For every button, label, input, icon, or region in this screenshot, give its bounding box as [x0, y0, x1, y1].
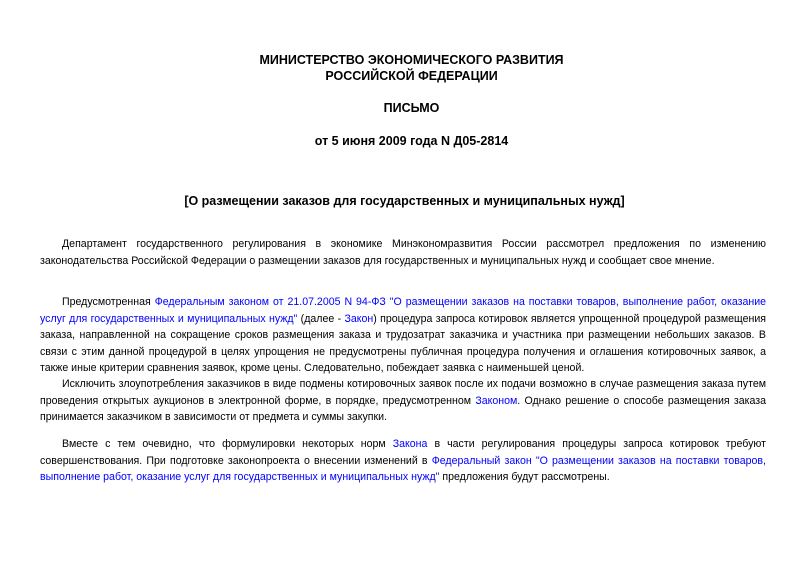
federal-law-94fz-link[interactable]: Федеральным законом от 21.07.2005 N 94-ФЗ "О размещении заказов на поставки товаров, выполнение работ, оказание услуг для государственных и муниципальных нужд"	[40, 296, 766, 325]
paragraph-1-text: Департамент государственного регулирования в экономике Минэкономразвития России рассмотрел предложения по изменению законодательства Российской Федерации о размещении заказов для государственных и муниципальных нужд и сообщает свое мнение.	[40, 238, 766, 267]
ministry-line-1: МИНИСТЕРСТВО ЭКОНОМИЧЕСКОГО РАЗВИТИЯ	[259, 53, 564, 67]
law-link[interactable]: Законом	[475, 394, 518, 407]
paragraph-4-text-2: в части регулирования процедуры запроса котировок требуют совершенствования. При подготовке законопроекта о внесении изменений в	[40, 438, 767, 467]
law-link[interactable]: Закон	[344, 312, 374, 325]
paragraph-4-text-1: Вместе с тем очевидно, что формулировки некоторых норм	[62, 438, 393, 450]
ministry-heading	[8, 52, 807, 84]
paragraph-2	[40, 294, 766, 377]
document-subject: [О размещении заказов для государственных и муниципальных нужд]	[184, 194, 625, 208]
law-link[interactable]: Закона	[392, 438, 428, 450]
paragraph-1	[40, 236, 766, 269]
paragraph-4-text-3: предложения будут рассмотрены.	[439, 471, 610, 484]
paragraph-2-text-1: Предусмотренная	[62, 296, 155, 308]
ministry-line-2: РОССИЙСКОЙ ФЕДЕРАЦИИ	[325, 69, 498, 83]
federal-law-link[interactable]: Федеральный закон "О размещении заказов на поставки товаров, выполнение работ, оказание услуг для государственных и муниципальных нужд"	[40, 454, 766, 484]
paragraph-3	[40, 376, 766, 426]
document-type: ПИСЬМО	[383, 101, 440, 115]
paragraph-2-text-2: (далее -	[297, 312, 345, 325]
document-date-number: от 5 июня 2009 года N Д05-2814	[314, 134, 509, 148]
paragraph-4	[40, 436, 766, 486]
paragraph-2-text-3: ) процедура запроса котировок является упрощенной процедурой размещения заказа, направленной на сокращение сроков размещения заказа и трудозатрат заказчика и участника при размещении небольших заказов. В связи с этим данной процедурой в целях упрощения не предусмотрены публичная процедура получения и оглашения котировочных заявок, а также иные критерии сравнения заявок, кроме цены. Следовательно, побеждает заявка с наименьшей ценой.	[40, 312, 766, 375]
paragraph-3-text-1: Исключить злоупотребления заказчиков в виде подмены котировочных заявок после их подачи возможно в случае размещения заказа путем проведения открытых аукционов в электронной форме, в порядке, предусмотренном	[40, 378, 766, 407]
paragraph-3-text-2: . Однако решение о способе размещения заказа принимается заказчиком в зависимости от предмета и суммы закупки.	[40, 394, 766, 424]
